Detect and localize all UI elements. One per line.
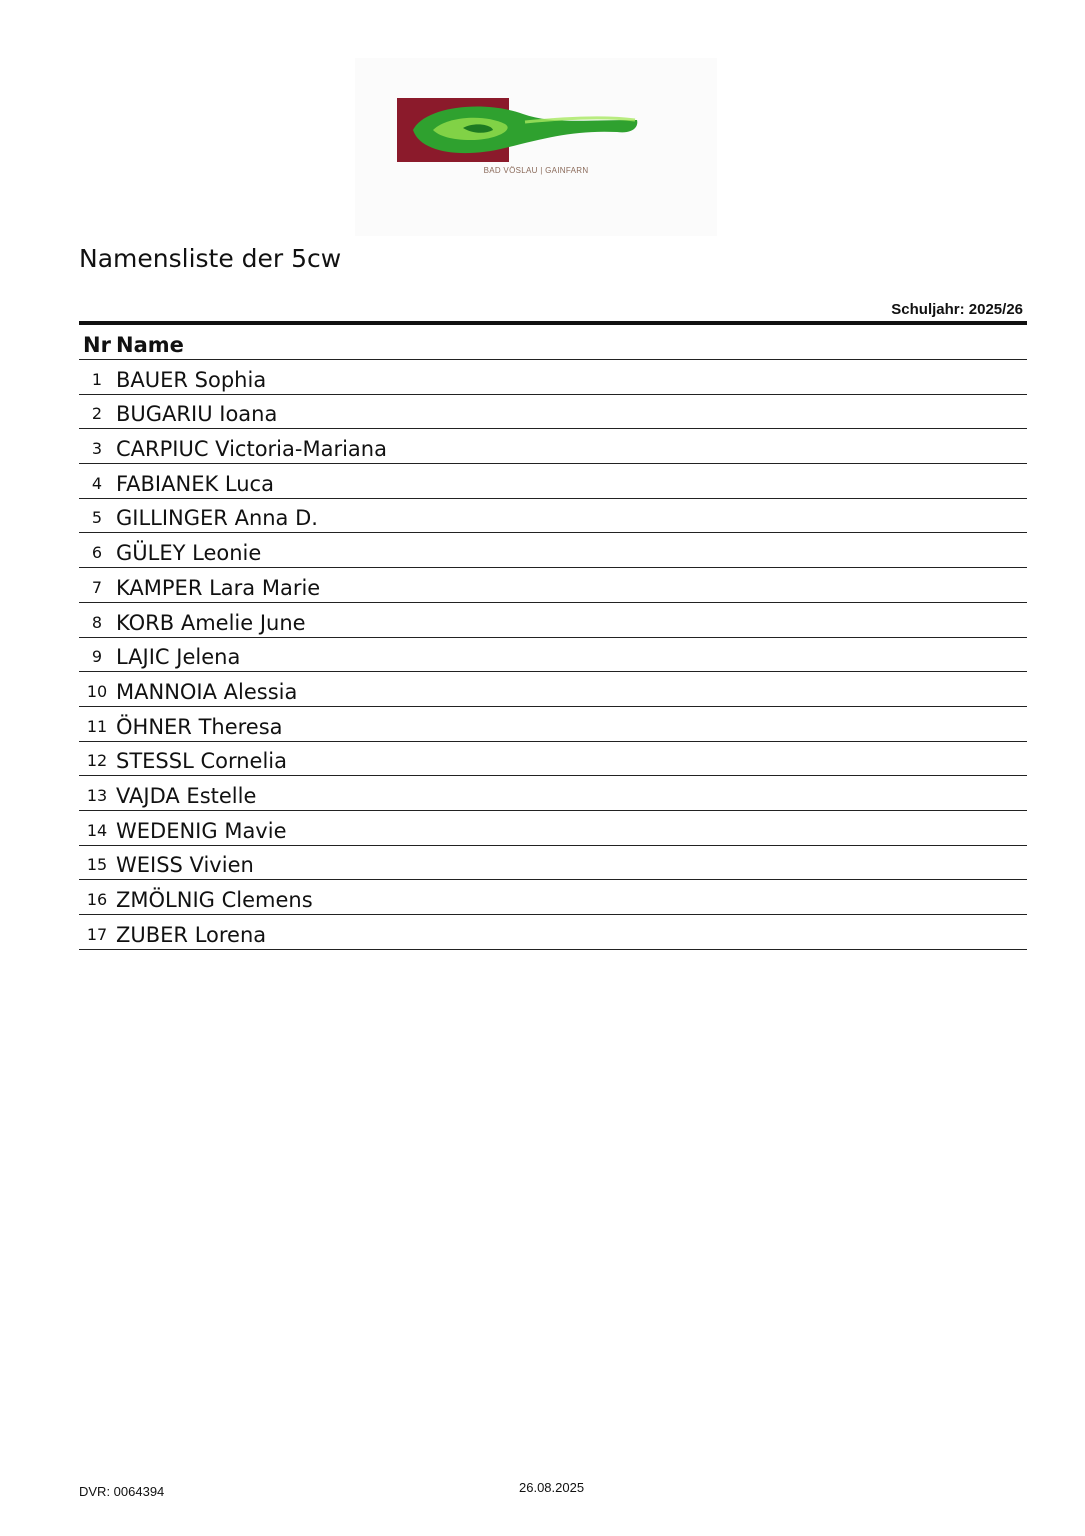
row-name: ZMÖLNIG Clemens: [116, 888, 313, 912]
logo-graphic: [355, 58, 717, 236]
row-nr: 15: [86, 855, 108, 875]
school-year: Schuljahr: 2025/26: [891, 301, 1023, 318]
row-name: STESSL Cornelia: [116, 749, 288, 774]
row-nr: 11: [86, 716, 108, 736]
name-list-table: [79, 321, 1027, 950]
table-row: [79, 776, 1027, 811]
page-title: Namensliste der 5cw: [79, 244, 342, 273]
row-nr: 9: [91, 647, 103, 667]
row-name: WEISS Vivien: [116, 853, 254, 878]
table-row: [79, 638, 1027, 673]
row-nr: 16: [86, 890, 108, 909]
table-row: [79, 742, 1027, 777]
table-row: [79, 603, 1027, 638]
row-name: FABIANEK Luca: [116, 471, 274, 496]
school-logo: [355, 58, 717, 236]
row-name: ÖHNER Theresa: [116, 714, 283, 739]
row-nr: 17: [86, 924, 108, 944]
row-name: KAMPER Lara Marie: [116, 575, 321, 600]
row-name: KORB Amelie June: [116, 610, 306, 635]
footer-date: 26.08.2025: [519, 1480, 585, 1495]
table-row: [79, 915, 1027, 950]
table-row: [79, 707, 1027, 742]
row-name: LAJIC Jelena: [116, 645, 241, 670]
row-nr: 13: [86, 785, 108, 805]
row-nr: 3: [91, 439, 103, 459]
header-name: Name: [116, 333, 184, 357]
table-row: [79, 811, 1027, 846]
row-nr: 4: [91, 473, 103, 493]
table-row: [79, 880, 1027, 915]
table-row: [79, 360, 1027, 395]
table-row: [79, 672, 1027, 707]
row-nr: 2: [91, 404, 103, 424]
row-nr: 12: [86, 751, 108, 771]
row-nr: 8: [91, 612, 103, 632]
table-row: [79, 846, 1027, 881]
row-nr: 7: [91, 577, 103, 597]
logo-caption: BAD VÖSLAU | GAINFARN: [483, 166, 589, 175]
row-name: BAUER Sophia: [116, 367, 267, 392]
row-nr: 14: [86, 820, 108, 840]
header-nr: Nr: [83, 333, 111, 357]
row-name: ZUBER Lorena: [116, 922, 267, 947]
table-header-row: [79, 325, 1027, 360]
table-row: [79, 499, 1027, 534]
row-name: BUGARIU Ioana: [116, 402, 278, 427]
table-row: [79, 464, 1027, 499]
row-nr: 10: [86, 681, 108, 701]
row-name: CARPIUC Victoria-Mariana: [116, 437, 387, 462]
row-nr: 5: [91, 508, 103, 528]
row-name: GÜLEY Leonie: [116, 541, 262, 566]
row-nr: 6: [91, 543, 103, 563]
row-name: GILLINGER Anna D.: [116, 506, 318, 531]
row-name: VAJDA Estelle: [116, 783, 257, 808]
row-name: MANNOIA Alessia: [116, 679, 298, 704]
table-row: [79, 395, 1027, 430]
table-row: [79, 568, 1027, 603]
footer-dvr: DVR: 0064394: [79, 1484, 165, 1499]
row-nr: 1: [91, 369, 103, 389]
row-name: WEDENIG Mavie: [116, 818, 287, 843]
table-row: [79, 429, 1027, 464]
table-row: [79, 533, 1027, 568]
